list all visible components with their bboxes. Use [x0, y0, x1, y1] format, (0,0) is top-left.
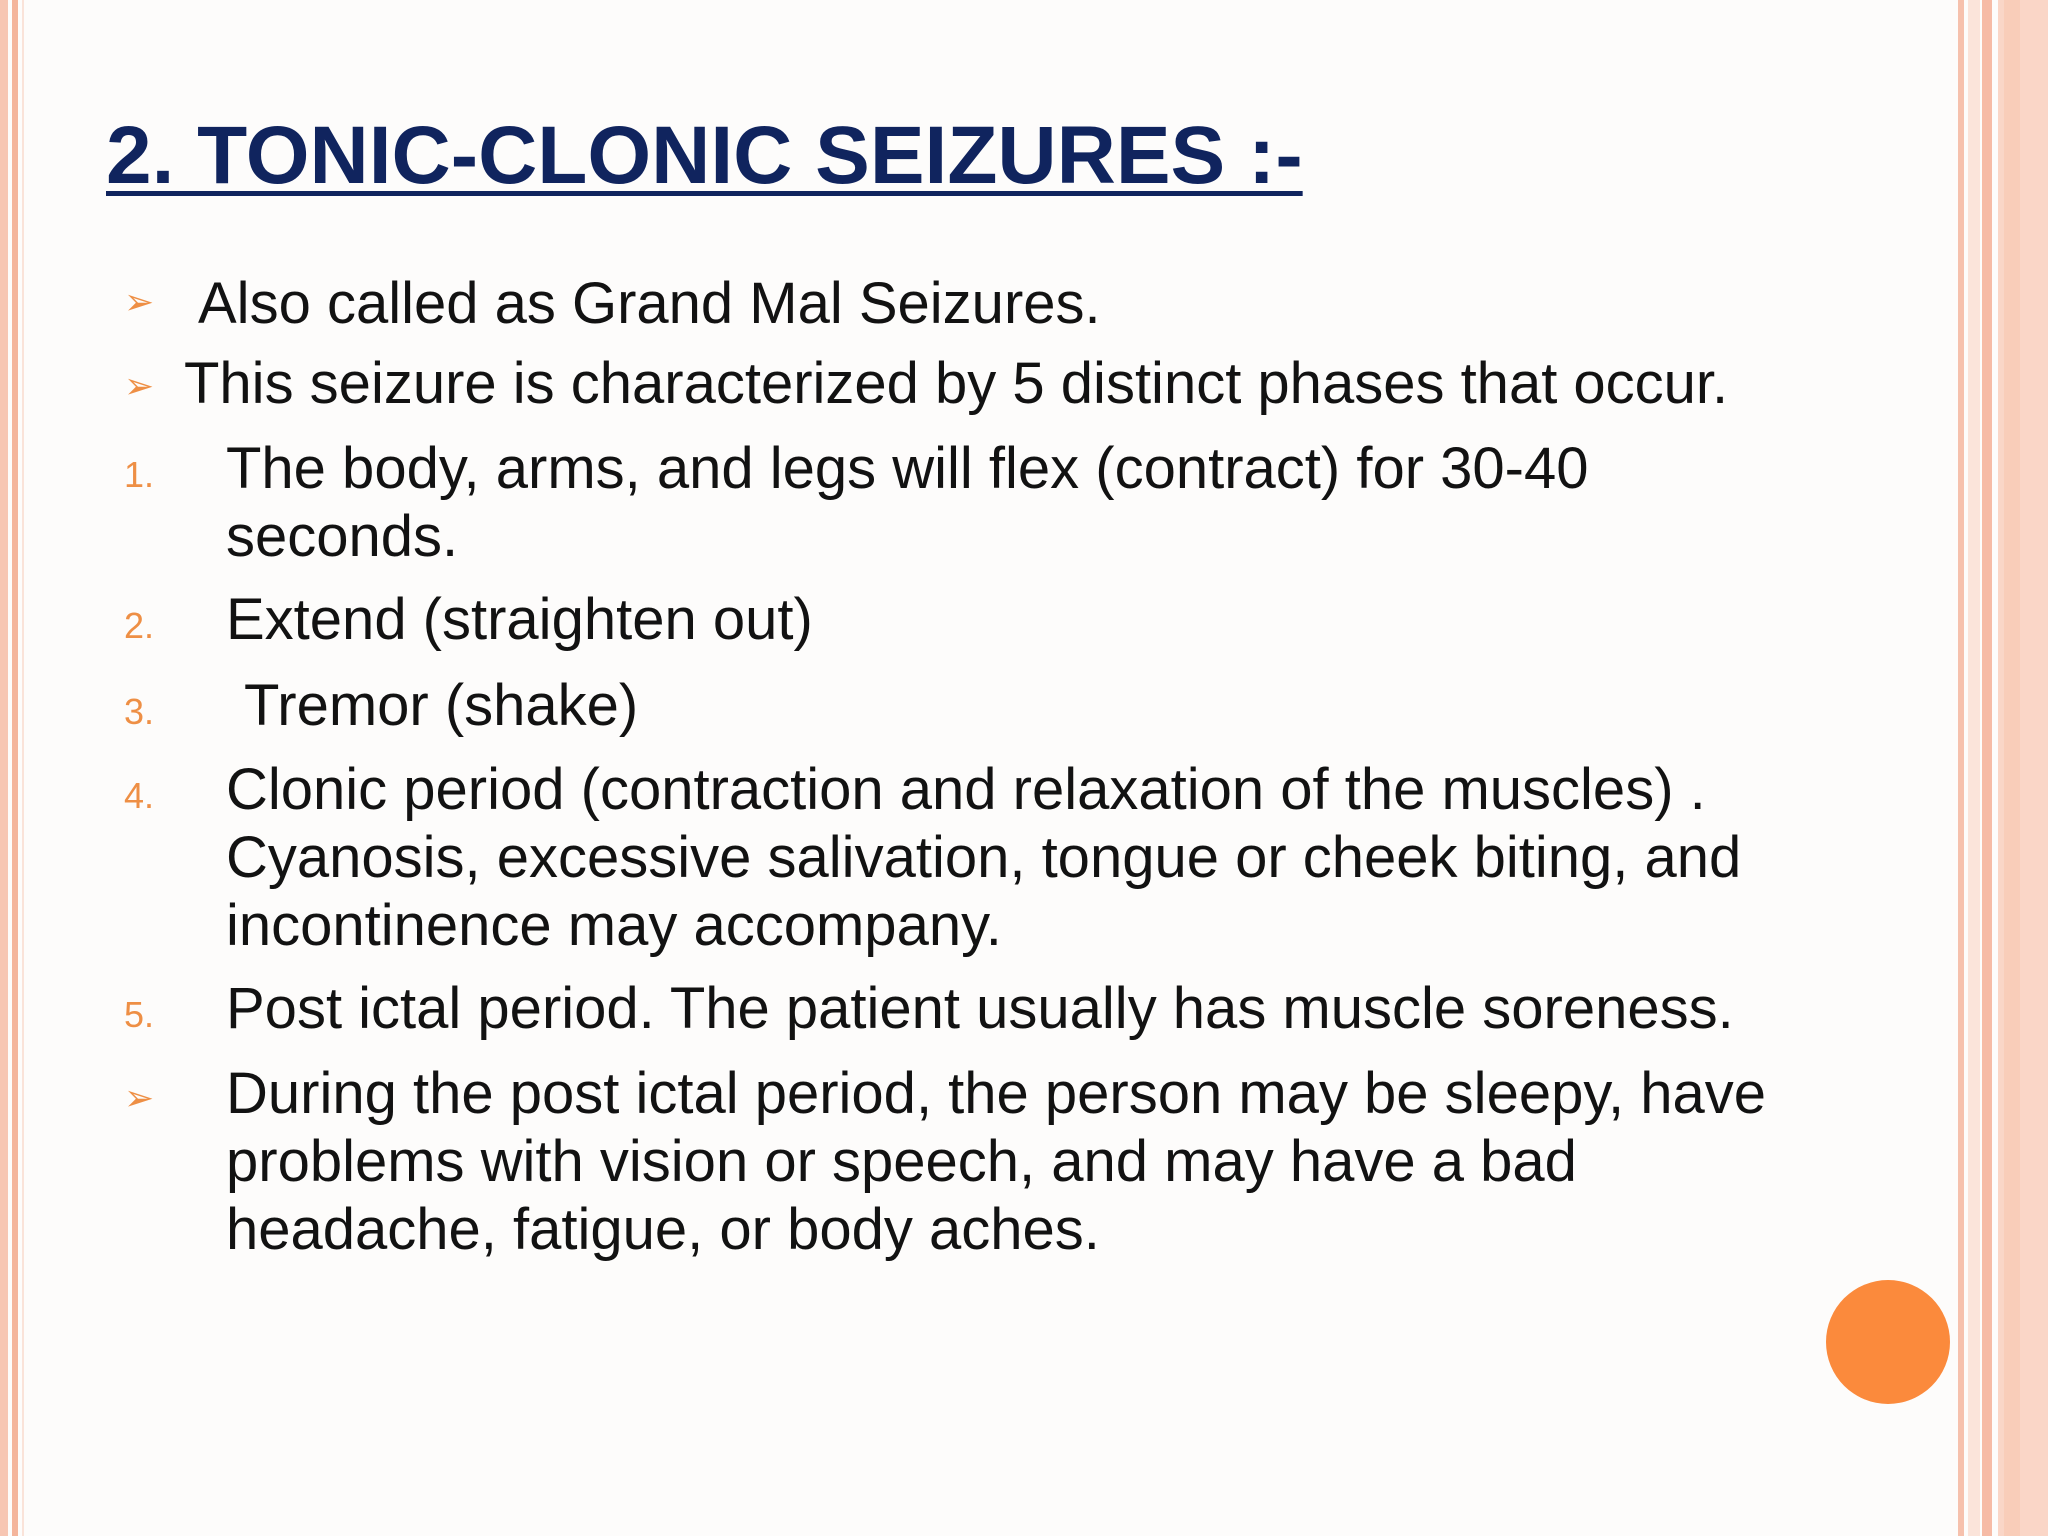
- list-item-line: incontinence may accompany.: [226, 893, 1002, 958]
- list-item-line: seconds.: [226, 504, 459, 569]
- orange-circle-icon: [1826, 1280, 1950, 1404]
- list-number: 5.: [124, 994, 155, 1035]
- list-item-text: [244, 672, 638, 740]
- arrow-bullet-icon: ➢: [124, 365, 155, 406]
- list-item-line: Extend (straighten out): [226, 587, 813, 652]
- arrow-bullet-icon: ➢: [124, 281, 155, 322]
- list-item-line: Clonic period (contraction and relaxation of the muscles) .: [226, 757, 1706, 822]
- list-item-text: [226, 756, 1741, 960]
- list-item-line: Also called as Grand Mal Seizures.: [198, 271, 1101, 336]
- list-item-text: [226, 975, 1734, 1043]
- list-item-line: The body, arms, and legs will flex (contract) for 30-40: [226, 436, 1589, 501]
- list-item-text: [226, 1060, 1766, 1264]
- list-item-text: [198, 270, 1101, 338]
- list-number: 2.: [124, 605, 155, 646]
- list-item-line: This seizure is characterized by 5 distinct phases that occur.: [184, 351, 1729, 416]
- list-number: 1.: [124, 454, 155, 495]
- list-item-text: [226, 435, 1589, 571]
- list-item-line: Tremor (shake): [244, 673, 639, 738]
- arrow-bullet-icon: ➢: [124, 1077, 155, 1118]
- list-item-line: Cyanosis, excessive salivation, tongue or cheek biting, and: [226, 825, 1742, 890]
- list-item-line: problems with vision or speech, and may have a bad: [226, 1129, 1577, 1194]
- list-number: 3.: [124, 691, 155, 732]
- list-item-text: [226, 586, 813, 654]
- list-item-text: [184, 350, 1728, 418]
- list-item-line: Post ictal period. The patient usually has muscle soreness.: [226, 976, 1734, 1041]
- list-item-line: During the post ictal period, the person may be sleepy, have: [226, 1061, 1767, 1126]
- list-number: 4.: [124, 775, 155, 816]
- list-item-line: headache, fatigue, or body aches.: [226, 1197, 1100, 1262]
- slide-title: 2. TONIC-CLONIC SEIZURES :-: [106, 110, 1303, 201]
